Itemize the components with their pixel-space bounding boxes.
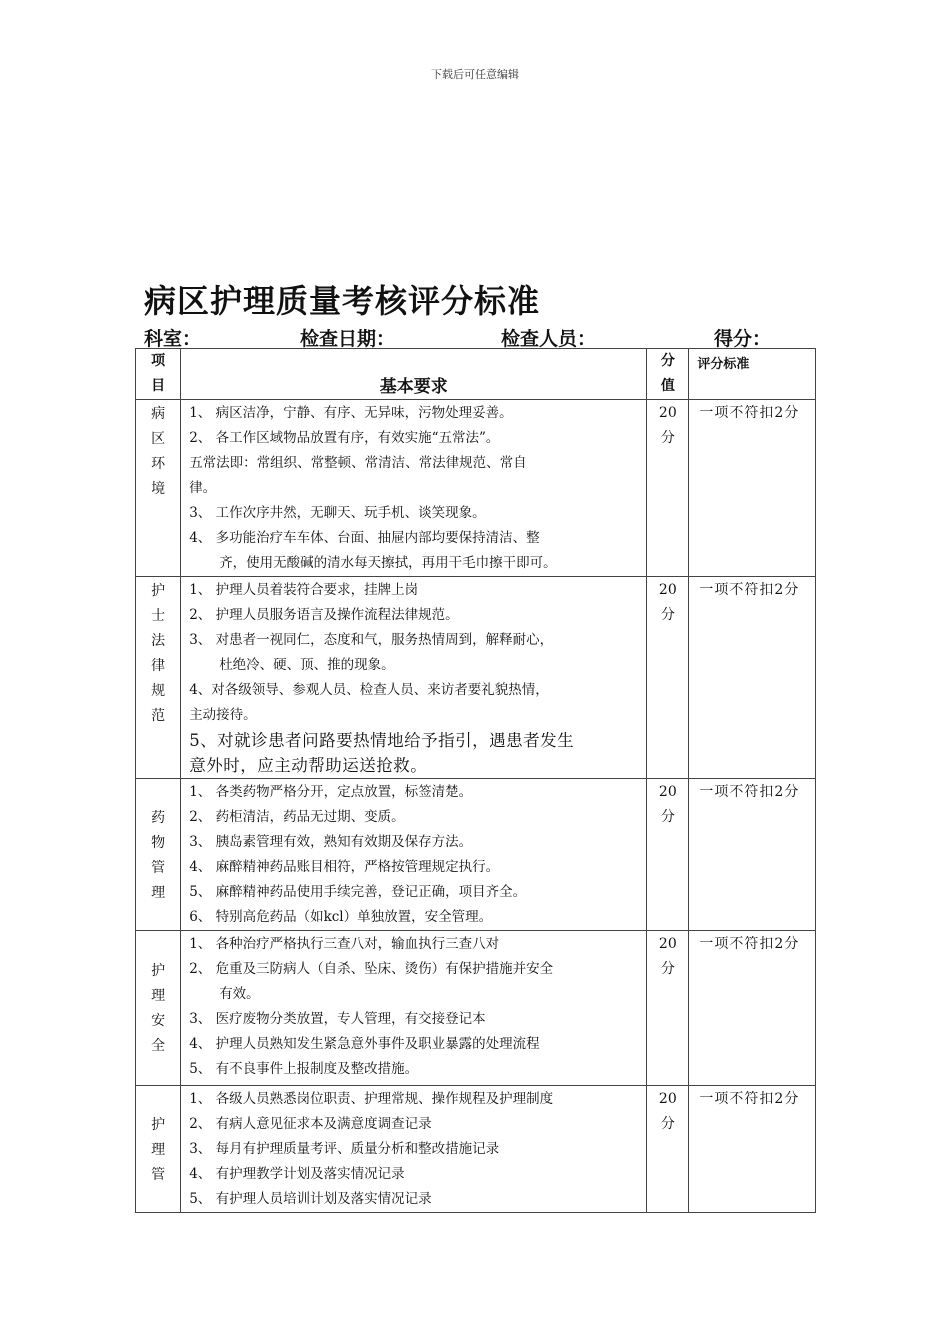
requirement-line: 5、 有护理人员培训计划及落实情况记录: [189, 1191, 432, 1207]
row-item-char: 管: [151, 859, 166, 876]
requirement-line: 5、 有不良事件上报制度及整改措施。: [189, 1061, 419, 1077]
row-item-char: 律: [151, 658, 166, 674]
row-score-text: 分: [660, 1116, 675, 1132]
row-score-text: 20: [658, 582, 677, 598]
row-item-cell: [136, 779, 181, 931]
row-item-char: 境: [151, 481, 166, 497]
row-score-cell: [647, 1086, 689, 1213]
row-requirements-cell: [181, 1086, 647, 1213]
requirement-line: 4、对各级领导、参观人员、检查人员、来访者要礼貌热情，: [189, 682, 549, 698]
requirement-line: 2、 药柜清洁，药品无过期、变质。: [189, 809, 405, 825]
row-requirements-cell: [181, 400, 647, 577]
table-row: [136, 1086, 816, 1213]
row-item-char: 理: [151, 884, 166, 901]
row-item-char: 理: [151, 988, 166, 1004]
header-score: [647, 349, 689, 400]
requirement-line: 意外时，应主动帮助运送抢救。: [189, 756, 428, 775]
requirement-line: 4、 护理人员熟知发生紧急意外事件及职业暴露的处理流程: [189, 1036, 540, 1052]
row-score-text: 20: [658, 936, 677, 952]
requirement-line: 2、 护理人员服务语言及操作流程法律规范。: [189, 607, 459, 623]
requirement-line: 3、 胰岛素管理有效，熟知有效期及保存方法。: [189, 834, 473, 850]
requirement-line: 杜绝冷、硬、顶、推的现象。: [219, 657, 395, 673]
table-row: [136, 400, 816, 577]
row-score-text: 分: [660, 607, 675, 623]
requirement-line: 5、 麻醉精神药品使用手续完善，登记正确，项目齐全。: [189, 884, 527, 900]
requirement-line: 1、 病区洁净，宁静、有序、无异味，污物处理妥善。: [189, 405, 513, 421]
requirement-line: 1、 各类药物严格分开，定点放置，标签清楚。: [189, 784, 473, 800]
row-item-char: 护: [151, 1116, 166, 1133]
row-requirements-cell: [181, 779, 647, 931]
requirement-line: 3、 对患者一视同仁，态度和气，服务热情周到，解释耐心，: [189, 632, 554, 648]
row-score-cell: [647, 400, 689, 577]
header-score-char: 值: [660, 378, 675, 394]
requirement-line: 6、 特别高危药品（如kcl）单独放置，安全管理。: [189, 909, 493, 925]
row-score-cell: [647, 779, 689, 931]
requirement-line: 1、 各级人员熟悉岗位职责、护理常规、操作规程及护理制度: [189, 1091, 554, 1107]
row-score-cell: [647, 931, 689, 1086]
row-standard-cell: 一项不符扣2分: [689, 931, 816, 1086]
row-standard-cell: 一项不符扣2分: [689, 779, 816, 931]
row-item-char: 规: [151, 683, 166, 699]
row-item-char: 管: [151, 1166, 166, 1183]
requirement-line: 2、 有病人意见征求本及满意度调查记录: [189, 1116, 432, 1132]
row-item-char: 全: [151, 1038, 166, 1054]
header-standard: 评分标准: [689, 349, 816, 400]
header-score-char: 分: [660, 353, 675, 369]
requirement-line: 2、 各工作区域物品放置有序，有效实施“五常法”。: [189, 430, 500, 446]
row-requirements-cell: [181, 931, 647, 1086]
row-score-text: 20: [658, 784, 677, 800]
row-item-cell: [136, 400, 181, 577]
row-item-char: 物: [151, 834, 166, 851]
row-item-char: 法: [151, 633, 166, 649]
row-score-text: 分: [660, 961, 675, 977]
row-item-char: 安: [151, 1013, 166, 1029]
score-label: 得分：: [714, 328, 772, 350]
row-score-text: 分: [660, 430, 675, 446]
row-score-text: 20: [658, 405, 677, 421]
requirement-line: 律。: [189, 480, 217, 496]
requirement-line: 齐，使用无酸碱的清水每天擦拭，再用干毛巾擦干即可。: [219, 555, 557, 571]
row-score-text: 20: [658, 1091, 677, 1107]
requirement-line: 5、对就诊患者问路要热情地给予指引，遇患者发生: [189, 731, 575, 750]
table-header-row: [136, 349, 816, 400]
table-row: [136, 577, 816, 779]
row-standard-cell: 一项不符扣2分: [689, 400, 816, 577]
row-item-char: 范: [151, 708, 166, 724]
requirement-line: 4、 麻醉精神药品账目相符，严格按管理规定执行。: [189, 859, 500, 875]
requirement-line: 4、 多功能治疗车车体、台面、抽屉内部均要保持清洁、整: [189, 530, 540, 546]
requirement-line: 1、 护理人员着装符合要求，挂牌上岗: [189, 582, 419, 598]
inspector-label: 检查人员：: [501, 328, 597, 350]
inspection-date-label: 检查日期：: [300, 328, 396, 350]
requirement-line: 3、 工作次序井然，无聊天、玩手机、谈笑现象。: [189, 505, 486, 521]
row-score-cell: [647, 577, 689, 779]
page-title: 病区护理质量考核评分标准: [144, 282, 541, 320]
row-standard-cell: 一项不符扣2分: [689, 1086, 816, 1213]
row-item-char: 环: [151, 456, 166, 472]
requirement-line: 2、 危重及三防病人（自杀、坠床、烫伤）有保护措施并安全: [189, 961, 554, 977]
header-note: 下载后可任意编辑: [431, 68, 519, 81]
meta-row: [144, 324, 824, 350]
table-body: [136, 400, 816, 1213]
table-row: [136, 779, 816, 931]
row-item-char: 区: [151, 431, 166, 447]
row-item-char: 护: [151, 963, 166, 979]
requirement-line: 3、 每月有护理质量考评、质量分析和整改措施记录: [189, 1141, 500, 1157]
row-score-text: 分: [660, 809, 675, 825]
requirement-line: 五常法即：常组织、常整顿、常清洁、常法律规范、常自: [189, 455, 527, 471]
row-item-char: 病: [151, 406, 166, 422]
row-item-char: 理: [151, 1141, 166, 1158]
row-item-cell: [136, 931, 181, 1086]
row-item-char: 药: [151, 809, 166, 826]
requirement-line: 主动接待。: [189, 707, 257, 723]
requirement-line: 1、 各种治疗严格执行三查八对，输血执行三查八对: [189, 936, 500, 952]
row-requirements-cell: [181, 577, 647, 779]
requirement-line: 3、 医疗废物分类放置，专人管理，有交接登记本: [189, 1011, 486, 1027]
requirement-line: 有效。: [219, 986, 260, 1002]
row-item-char: 护: [151, 583, 166, 599]
department-label: 科室：: [144, 328, 202, 350]
row-item-cell: [136, 1086, 181, 1213]
row-item-cell: [136, 577, 181, 779]
header-item-char: 目: [151, 378, 166, 394]
header-item: [136, 349, 181, 400]
row-item-char: 士: [151, 608, 166, 624]
table-row: [136, 931, 816, 1086]
scoring-table: [135, 348, 816, 1213]
header-requirement: 基本要求: [181, 349, 647, 400]
row-standard-cell: 一项不符扣2分: [689, 577, 816, 779]
requirement-line: 4、 有护理教学计划及落实情况记录: [189, 1166, 405, 1182]
header-item-char: 项: [151, 353, 166, 369]
